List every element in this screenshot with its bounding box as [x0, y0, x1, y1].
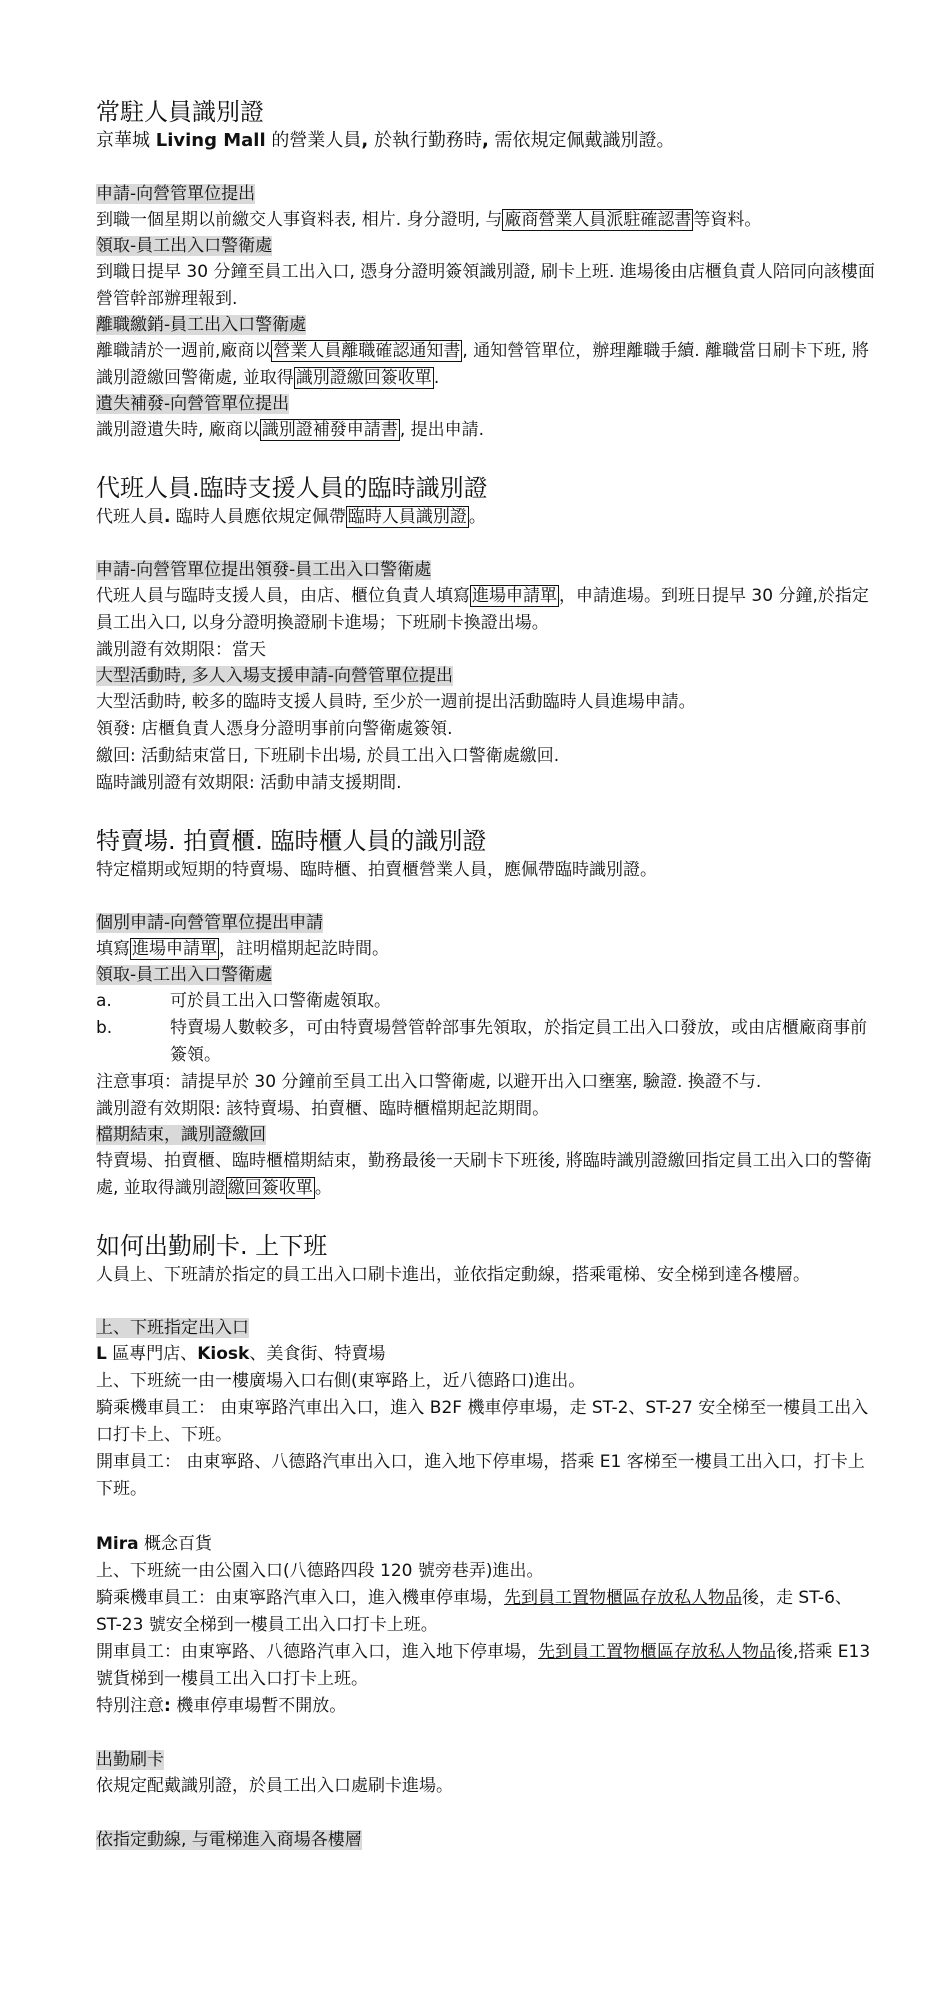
paragraph: 領發: 店櫃負責人憑身分證明事前向警衛處簽領.	[96, 719, 453, 739]
text: 到職一個星期以前繳交人事資料表, 相片. 身分證明, 与	[96, 210, 503, 230]
paragraph	[96, 207, 876, 234]
subheading	[96, 392, 876, 417]
text: 特別注意	[96, 1696, 164, 1716]
text: 識別證遺失時, 廠商以	[96, 420, 260, 440]
list-item	[96, 1015, 876, 1069]
text: 。	[314, 1178, 332, 1198]
text: , 通知營管單位，辦理離職手續. 離職當日刷卡下班, 將識別證繳回警衛處, 並取得	[96, 341, 869, 388]
list-marker: b.	[96, 1018, 113, 1038]
text: 離職請於一週前,廠商以	[96, 341, 272, 361]
text: :	[164, 1696, 171, 1716]
text: 騎乘機車員工：由東寧路汽車入口，進入機車停車場，	[96, 1588, 504, 1608]
paragraph: 到職日提早 30 分鐘至員工出入口, 憑身分證明簽領識別證, 刷卡上班. 進場後由店櫃負責人陪同向該樓面營管幹部辦理報到.	[96, 262, 875, 309]
text: 開車員工：由東寧路、八德路汽車入口，進入地下停車場，	[96, 1642, 538, 1662]
paragraph: 騎乘機車員工： 由東寧路汽車出入口，進入 B2F 機車停車場，走 ST-2、ST-27 安全梯至一樓員工出入口打卡上、下班。	[96, 1398, 869, 1445]
zone-label: Kiosk	[197, 1344, 250, 1364]
paragraph: 繳回: 活動結束當日, 下班刷卡出場, 於員工出入口警衛處繳回.	[96, 746, 560, 766]
intro-comma: ,	[481, 130, 489, 151]
lost-heading: 遺失補發-向營管單位提出	[96, 394, 290, 414]
subheading	[96, 1123, 876, 1148]
text: ，註明檔期起訖時間。	[219, 939, 389, 959]
paragraph	[96, 1639, 876, 1693]
list-text: 特賣場人數較多，可由特賣場營管幹部事先領取，於指定員工出入口發放，或由店櫃廠商事前簽領。	[170, 1018, 867, 1065]
paragraph: 大型活動時, 較多的臨時支援人員時, 至少於一週前提出活動臨時人員進場申請。	[96, 692, 696, 712]
text: ，申請進場。到班日提早 30 分鐘,於指定員工出入口, 以身分證明換證刷卡進場；下班刷卡換證出場。	[96, 586, 869, 633]
apply-heading: 個別申請-向營管單位提出申請	[96, 913, 324, 933]
subheading	[96, 1316, 876, 1341]
text: 。	[468, 507, 486, 527]
section-intro	[96, 504, 876, 530]
paragraph	[96, 338, 876, 392]
text: 區專門店、	[106, 1344, 198, 1364]
zone-label: Mira	[96, 1534, 139, 1554]
subheading	[96, 963, 876, 988]
leave-heading: 離職繳銷-員工出入口警衛處	[96, 315, 307, 335]
apply-heading: 申請-向營管單位提出領發-員工出入口警衛處	[96, 560, 432, 580]
subheading	[96, 1828, 876, 1853]
intro-text: 京華城	[96, 130, 156, 151]
paragraph	[96, 1341, 876, 1368]
subheading	[96, 558, 876, 583]
paragraph: 上、下班統一由一樓廣場入口右側(東寧路上，近八德路口)進出。	[96, 1371, 586, 1391]
paragraph	[96, 1148, 876, 1202]
form-name-box: 臨時人員識別證	[347, 507, 467, 527]
text: 後,搭乘 E13 號貨梯到一樓員工出入口打卡上班。	[96, 1642, 871, 1689]
subheading	[96, 664, 876, 689]
form-name-box: 營業人員離職確認通知書	[273, 341, 461, 361]
text: 填寫	[96, 939, 130, 959]
text: , 提出申請.	[399, 420, 485, 440]
subheading	[96, 911, 876, 936]
text: .	[433, 368, 440, 388]
section-special-sale-badge	[96, 825, 876, 1202]
gate-heading: 上、下班指定出入口	[96, 1318, 249, 1338]
list-marker: a.	[96, 991, 112, 1011]
paragraph: 臨時識別證有效期限: 活動申請支援期間.	[96, 773, 402, 793]
subheading	[96, 313, 876, 338]
text: 概念百貨	[138, 1534, 213, 1554]
paragraph: 開車員工： 由東寧路、八德路汽車出入口，進入地下停車場，搭乘 E1 客梯至一樓員工出入口，打卡上下班。	[96, 1452, 865, 1499]
underlined-text: 先到員工置物櫃區存放私人物品	[538, 1642, 776, 1662]
form-name-box: 進場申請單	[472, 586, 557, 606]
subheading	[96, 234, 876, 259]
paragraph: 識別證有效期限: 該特賣場、拍賣櫃、臨時櫃檔期起訖期間。	[96, 1099, 550, 1119]
subheading	[96, 1748, 876, 1773]
form-name-box: 識別證繳回簽收單	[295, 368, 432, 388]
paragraph: 上、下班統一由公園入口(八德路四段 120 號旁巷弄)進出。	[96, 1561, 544, 1581]
route-heading: 依指定動線, 与電梯進入商場各樓層	[96, 1830, 362, 1850]
form-name-box: 繳回簽收單	[227, 1178, 313, 1198]
paragraph: 識別證有效期限：當天	[96, 640, 266, 660]
text: 、美食街、特賣場	[249, 1344, 386, 1364]
text: 特賣場、拍賣櫃、臨時櫃檔期結束，勤務最後一天刷卡下班後, 將臨時識別證繳回指定員工出入口的警衛處, 並取得識別證	[96, 1151, 872, 1198]
text: 代班人員	[96, 507, 164, 527]
card-heading: 出勤刷卡	[96, 1750, 164, 1770]
section-attendance	[96, 1230, 876, 1853]
paragraph	[96, 1693, 876, 1720]
form-name-box: 進場申請單	[132, 939, 217, 959]
end-heading: 檔期結束，識別證繳回	[96, 1125, 266, 1145]
paragraph	[96, 417, 876, 444]
text: 代班人員与臨時支援人員，由店、櫃位負責人填寫	[96, 586, 470, 606]
form-name-box: 識別證補發申請書	[261, 420, 398, 440]
intro-brand: Living Mall	[155, 130, 266, 151]
intro-text: 需依規定佩戴識別證。	[488, 130, 675, 151]
section-title: 特賣場. 拍賣櫃. 臨時櫃人員的識別證	[96, 827, 487, 855]
intro-text: 於執行勤務時	[368, 130, 482, 151]
section-temp-badge	[96, 472, 876, 797]
section-intro: 特定檔期或短期的特賣場、臨時櫃、拍賣櫃營業人員，應佩帶臨時識別證。	[96, 860, 657, 880]
list-text: 可於員工出入口警衛處領取。	[170, 991, 391, 1011]
collect-heading: 領取-員工出入口警衛處	[96, 965, 273, 985]
list-item	[96, 988, 876, 1015]
zone-label: L	[96, 1344, 107, 1364]
section-intro: 人員上、下班請於指定的員工出入口刷卡進出，並依指定動線，搭乘電梯、安全梯到達各樓層。	[96, 1265, 810, 1285]
collect-heading: 領取-員工出入口警衛處	[96, 236, 273, 256]
paragraph	[96, 1585, 876, 1639]
text: 後，走 ST-6、ST-23 號安全梯到一樓員工出入口打卡上班。	[96, 1588, 852, 1635]
intro-text: 的營業人員	[265, 130, 362, 151]
paragraph: 注意事項：請提早於 30 分鐘前至員工出入口警衛處, 以避开出入口壅塞, 驗證. 換證不与.	[96, 1072, 762, 1092]
section-intro	[96, 128, 876, 154]
text: 臨時人員應依規定佩帶	[170, 507, 346, 527]
text: 機車停車場暫不開放。	[170, 1696, 347, 1716]
intro-comma: ,	[361, 130, 369, 151]
paragraph: 依規定配戴識別證，於員工出入口處刷卡進場。	[96, 1776, 453, 1796]
paragraph	[96, 1531, 876, 1558]
paragraph	[96, 583, 876, 637]
text: 等資料。	[693, 210, 762, 230]
paragraph	[96, 936, 876, 963]
document-page	[96, 96, 876, 1863]
section-resident-badge	[96, 96, 876, 444]
subheading	[96, 182, 876, 207]
apply-heading: 申請-向營管單位提出	[96, 184, 256, 204]
form-name-box: 廠商營業人員派駐確認書	[504, 210, 692, 230]
section-title: 如何出勤刷卡. 上下班	[96, 1232, 328, 1260]
section-title: 代班人員.臨時支援人員的臨時識別證	[96, 474, 488, 502]
text: .	[164, 507, 171, 527]
event-heading: 大型活動時, 多人入場支援申請-向營管單位提出	[96, 666, 453, 686]
section-title: 常駐人員識別證	[96, 98, 264, 126]
underlined-text: 先到員工置物櫃區存放私人物品	[504, 1588, 742, 1608]
